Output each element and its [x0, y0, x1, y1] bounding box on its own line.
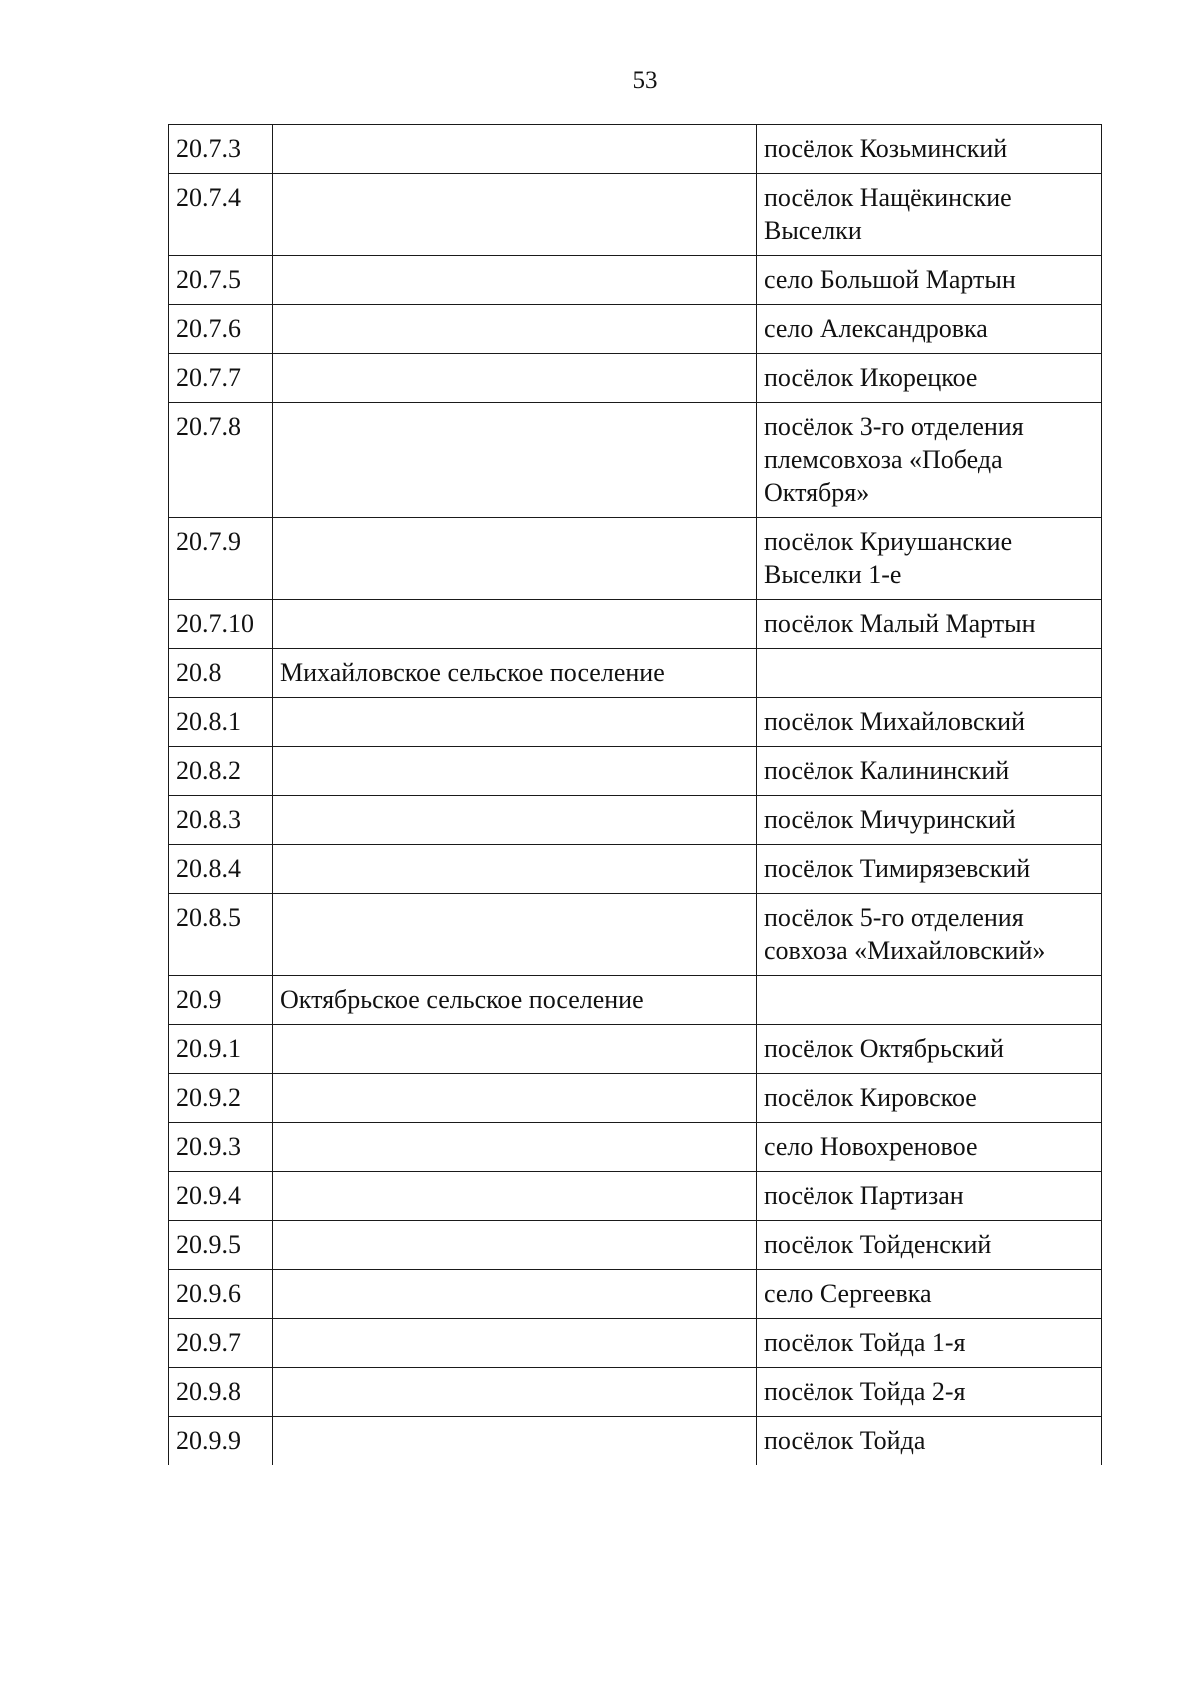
settlement-cell — [273, 1172, 757, 1221]
table-row — [169, 305, 1102, 354]
table-row — [169, 976, 1102, 1025]
row-number-cell: 20.7.5 — [169, 256, 273, 305]
page-number: 53 — [632, 67, 658, 94]
table-row — [169, 600, 1102, 649]
table-body — [169, 125, 1102, 1466]
row-number-cell: 20.7.6 — [169, 305, 273, 354]
settlement-cell — [273, 1123, 757, 1172]
locality-cell: посёлок 3-го отделения племсовхоза «Победа Октября» — [757, 403, 1102, 518]
settlement-cell — [273, 354, 757, 403]
table-row — [169, 796, 1102, 845]
table-row — [169, 1025, 1102, 1074]
row-number-cell: 20.7.10 — [169, 600, 273, 649]
table-row — [169, 747, 1102, 796]
row-number-cell: 20.9.5 — [169, 1221, 273, 1270]
settlement-cell — [273, 518, 757, 600]
settlement-cell — [273, 305, 757, 354]
table-row — [169, 1123, 1102, 1172]
table-row — [169, 1270, 1102, 1319]
locality-cell: посёлок Калининский — [757, 747, 1102, 796]
table-row — [169, 845, 1102, 894]
row-number-cell: 20.8.5 — [169, 894, 273, 976]
table-row — [169, 1172, 1102, 1221]
row-number-cell: 20.8.2 — [169, 747, 273, 796]
settlement-cell: Михайловское сельское поселение — [273, 649, 757, 698]
settlements-table — [168, 124, 1102, 1465]
locality-cell: посёлок Партизан — [757, 1172, 1102, 1221]
table-row — [169, 1417, 1102, 1466]
table-row — [169, 698, 1102, 747]
table-row — [169, 518, 1102, 600]
row-number-cell: 20.9.3 — [169, 1123, 273, 1172]
row-number-cell: 20.9.6 — [169, 1270, 273, 1319]
row-number-cell: 20.7.9 — [169, 518, 273, 600]
settlement-cell — [273, 125, 757, 174]
locality-cell: посёлок Тойда — [757, 1417, 1102, 1466]
table-row — [169, 1074, 1102, 1123]
settlement-cell — [273, 174, 757, 256]
settlement-cell — [273, 698, 757, 747]
table-row — [169, 894, 1102, 976]
settlement-cell — [273, 256, 757, 305]
settlement-cell — [273, 1074, 757, 1123]
settlement-cell — [273, 796, 757, 845]
row-number-cell: 20.7.7 — [169, 354, 273, 403]
locality-cell: посёлок Тойда 2-я — [757, 1368, 1102, 1417]
table-row — [169, 174, 1102, 256]
locality-cell: посёлок Криушанские Выселки 1-е — [757, 518, 1102, 600]
table-row — [169, 1319, 1102, 1368]
row-number-cell: 20.9.2 — [169, 1074, 273, 1123]
row-number-cell: 20.8.1 — [169, 698, 273, 747]
locality-cell: село Александровка — [757, 305, 1102, 354]
locality-cell: посёлок Тойденский — [757, 1221, 1102, 1270]
row-number-cell: 20.8.3 — [169, 796, 273, 845]
row-number-cell: 20.7.3 — [169, 125, 273, 174]
settlement-cell — [273, 1417, 757, 1466]
locality-cell: посёлок Тимирязевский — [757, 845, 1102, 894]
row-number-cell: 20.9.4 — [169, 1172, 273, 1221]
row-number-cell: 20.9.9 — [169, 1417, 273, 1466]
settlement-cell — [273, 1221, 757, 1270]
row-number-cell: 20.8.4 — [169, 845, 273, 894]
row-number-cell: 20.8 — [169, 649, 273, 698]
locality-cell: посёлок Нащёкинские Выселки — [757, 174, 1102, 256]
locality-cell: посёлок Кировское — [757, 1074, 1102, 1123]
table-row — [169, 354, 1102, 403]
settlement-cell: Октябрьское сельское поселение — [273, 976, 757, 1025]
settlement-cell — [273, 600, 757, 649]
settlement-cell — [273, 747, 757, 796]
settlement-cell — [273, 1368, 757, 1417]
settlement-cell — [273, 403, 757, 518]
row-number-cell: 20.9.8 — [169, 1368, 273, 1417]
table-row — [169, 403, 1102, 518]
settlement-cell — [273, 1270, 757, 1319]
locality-cell — [757, 649, 1102, 698]
row-number-cell: 20.9 — [169, 976, 273, 1025]
table-row — [169, 256, 1102, 305]
table-row — [169, 125, 1102, 174]
locality-cell: посёлок Малый Мартын — [757, 600, 1102, 649]
row-number-cell: 20.9.7 — [169, 1319, 273, 1368]
locality-cell: посёлок Октябрьский — [757, 1025, 1102, 1074]
locality-cell: посёлок 5-го отделения совхоза «Михайловский» — [757, 894, 1102, 976]
locality-cell: посёлок Икорецкое — [757, 354, 1102, 403]
table-row — [169, 1368, 1102, 1417]
locality-cell: село Большой Мартын — [757, 256, 1102, 305]
locality-cell: посёлок Козьминский — [757, 125, 1102, 174]
locality-cell: посёлок Мичуринский — [757, 796, 1102, 845]
row-number-cell: 20.7.8 — [169, 403, 273, 518]
table-row — [169, 1221, 1102, 1270]
locality-cell: посёлок Тойда 1-я — [757, 1319, 1102, 1368]
settlement-cell — [273, 845, 757, 894]
locality-cell — [757, 976, 1102, 1025]
table-row — [169, 649, 1102, 698]
locality-cell: село Сергеевка — [757, 1270, 1102, 1319]
locality-cell: село Новохреновое — [757, 1123, 1102, 1172]
settlement-cell — [273, 1025, 757, 1074]
row-number-cell: 20.7.4 — [169, 174, 273, 256]
settlement-cell — [273, 1319, 757, 1368]
row-number-cell: 20.9.1 — [169, 1025, 273, 1074]
locality-cell: посёлок Михайловский — [757, 698, 1102, 747]
settlement-cell — [273, 894, 757, 976]
